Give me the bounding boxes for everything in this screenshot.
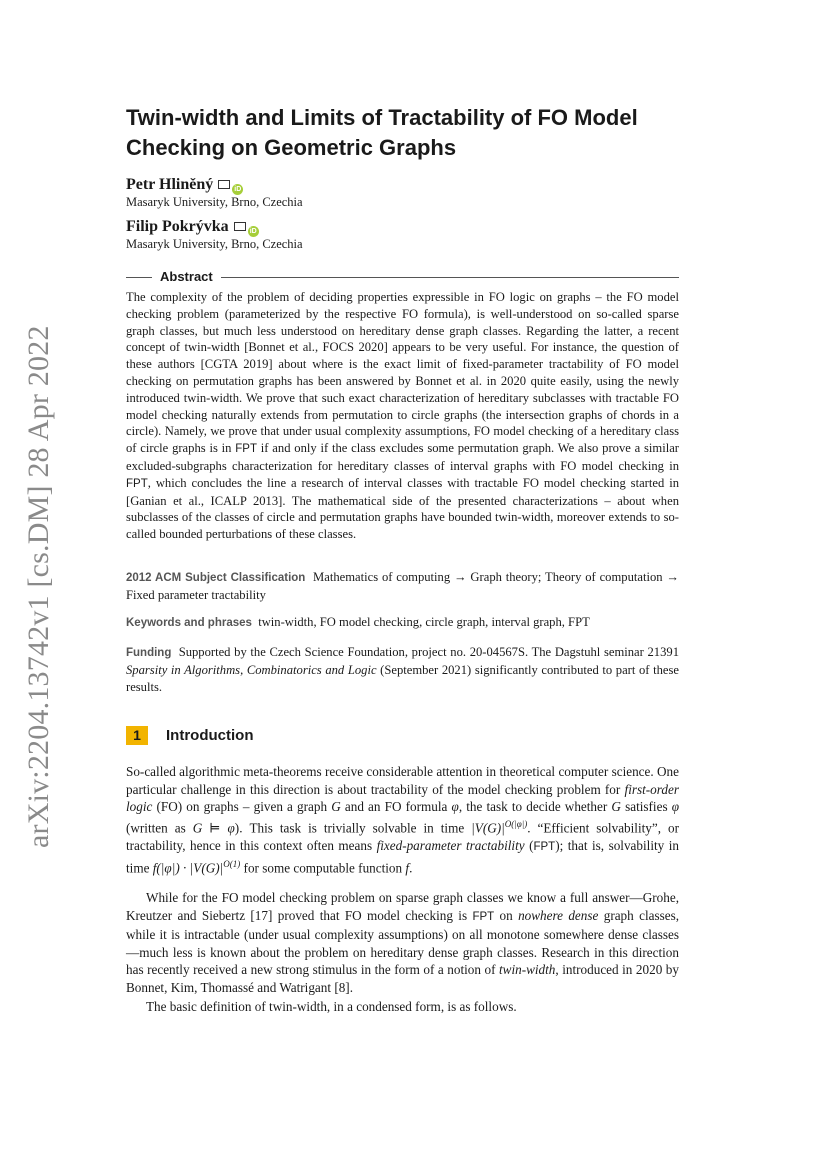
abstract-heading: Abstract [152, 268, 221, 286]
orcid-icon[interactable]: iD [249, 228, 257, 235]
acm-classification: 2012 ACM Subject Classification Mathematics of computing → Graph theory; Theory of computation → Fixed parameter tractability [126, 570, 679, 602]
author-name: Filip Pokrývka [126, 218, 229, 235]
keywords: Keywords and phrases twin-width, FO model checking, circle graph, interval graph, FPT [126, 615, 590, 629]
abstract-text: The complexity of the problem of deciding properties expressible in FO logic on graphs – the FO model checking problem (parameterized by the respective FO formula), is well-understood on so-called sparse graph classes, but much less understood on hereditary dense graph classes. Regarding the latter, a recent concept of twin-width [Bonnet et al., FOCS 2020] appears to be very useful. For instance, the question of these authors [CGTA 2019] about where is the exact limit of fixed-parameter tractability of FO model checking on permutation graphs has been answered by Bonnet et al. in 2020 quite easily, using the newly introduced twin-width. We prove that such exact characterization of hereditary subclasses with tractable FO model checking naturally extends from permutation to circle graphs (the intersection graphs of chords in a circle). Namely, we prove that under usual complexity assumptions, FO model checking of a hereditary class of circle graphs is in FPT if and only if the class excludes some permutation graph. We also prove a similar excluded-subgraphs characterization for hereditary classes of interval graphs with FO model checking in FPT, which concludes the line a research of interval classes with tractable FO model checking started in [Ganian et al., ICALP 2013]. The mathematical side of the presented characterizations – about when subclasses of the classes of circle and permutation graphs have bounded twin-width, moreover extends to so-called bounded perturbations of these classes. [126, 290, 680, 542]
paper-title: Twin-width and Limits of Tractability of FO Model Checking on Geometric Graphs [126, 105, 638, 160]
author-2 [126, 218, 259, 237]
section-number: 1 [126, 726, 148, 745]
funding: Funding Supported by the Czech Science Foundation, project no. 20-04567S. The Dagstuhl seminar 21391 Sparsity in Algorithms, Combinatorics and Logic (September 2021) significantly contributed to part of these results. [126, 645, 679, 694]
author-2-affiliation: Masaryk University, Brno, Czechia [126, 237, 303, 251]
email-icon[interactable] [218, 180, 230, 189]
author-1 [126, 176, 243, 195]
author-1-affiliation: Masaryk University, Brno, Czechia [126, 195, 303, 209]
section-title: Introduction [166, 727, 254, 744]
intro-paragraph-2: While for the FO model checking problem on sparse graph classes we know a full answer—Grohe, Kreutzer and Siebertz [17] proved that FO model checking is FPT on nowhere dense graph classes, while it is intractable (under usual complexity assumptions) on all monotone somewhere dense classes—much less is known about the problem on hereditary dense graph classes. Research in this direction has recently received a new strong stimulus in the form of a notion of twin-width, introduced in 2020 by Bonnet, Kim, Thomassé and Watrigant [8]. [126, 890, 680, 995]
author-name: Petr Hliněný [126, 176, 214, 193]
intro-paragraph-1: So-called algorithmic meta-theorems receive considerable attention in theoretical computer science. One particular challenge in this direction is about tractability of the model checking problem for first-order logic (FO) on graphs – given a graph G and an FO formula φ, the task to decide whether G satisfies φ (written as G ⊨ φ). This task is trivially solvable in time $|V(G)|^{O(|\varphi|)}$. “Efficient solvability”, or tractability, hence in this context often means fixed-parameter tractability (FPT); that is, solvability in time $f(|\varphi|) \cdot |V(G)|^{O(1)}$ for some computable function f. [126, 764, 680, 876]
arxiv-stamp: arXiv:2204.13742v1 [cs.DM] 28 Apr 2022 [22, 325, 55, 848]
section-heading [126, 726, 254, 746]
orcid-icon[interactable]: iD [234, 186, 242, 193]
intro-paragraph-3: The basic definition of twin-width, in a condensed form, is as follows. [146, 999, 517, 1014]
email-icon[interactable] [234, 222, 246, 231]
